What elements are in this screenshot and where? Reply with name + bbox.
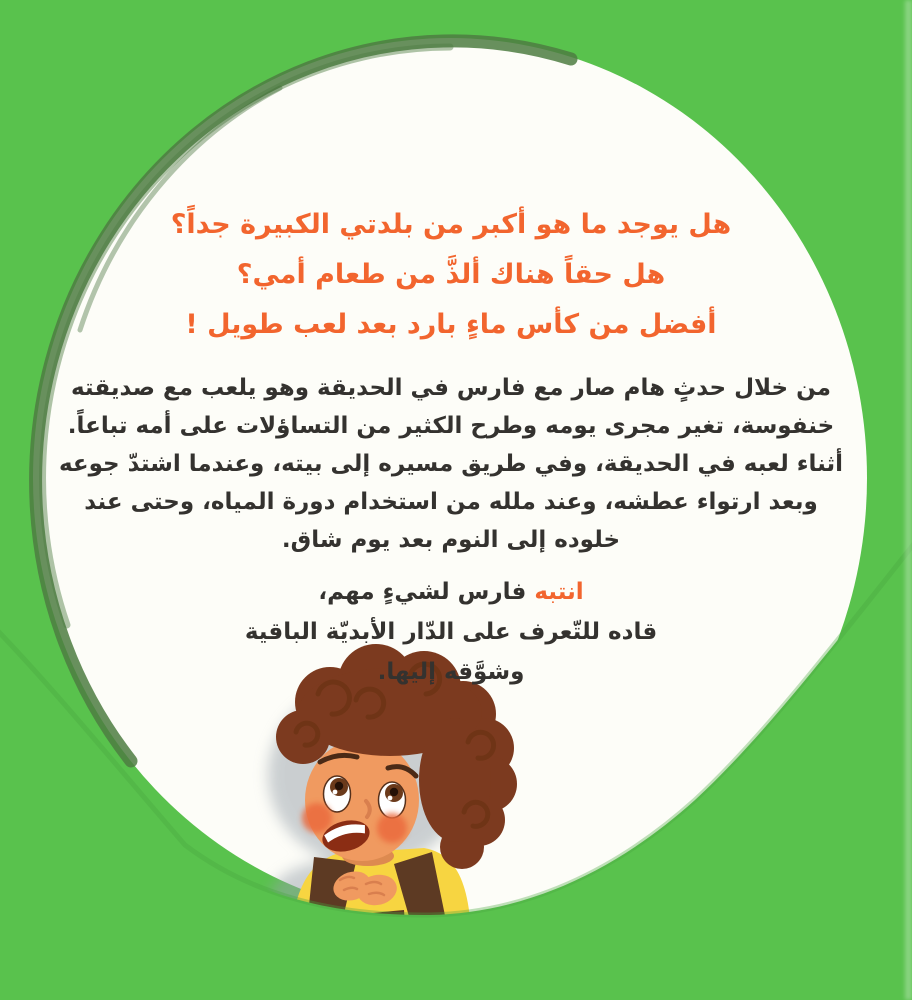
callout-line-1-rest: فارس لشيءٍ مهم، — [318, 579, 535, 605]
synopsis-line-4: وبعد ارتواء عطشه، وعند ملله من استخدام دورة المياه، وحتى عند — [84, 489, 818, 515]
callout-highlight-word: انتبه — [534, 579, 584, 605]
synopsis-line-2: خنفوسة، تغير مجرى يومه وطرح الكثير من التساؤلات على أمه تباعاً. — [67, 413, 835, 439]
headline-line-2: هل حقاً هناك ألذَّ من طعام أمي؟ — [236, 259, 666, 290]
synopsis-line-1: من خلال حدثٍ هام صار مع فارس في الحديقة وهو يلعب مع صديقته — [70, 375, 832, 401]
headline-line-1: هل يوجد ما هو أكبر من بلدتي الكبيرة جداً؟ — [170, 209, 732, 240]
synopsis-line-5: خلوده إلى النوم بعد يوم شاق. — [281, 527, 621, 553]
callout-line-3: وشوَّقه إليها. — [377, 659, 525, 685]
scan-edge-highlight — [905, 0, 912, 1000]
callout-line-2: قاده للتّعرف على الدّار الأبديّة الباقية — [244, 619, 658, 645]
headline-line-3: أفضل من كأس ماءٍ بارد بعد لعب طويل ! — [185, 309, 717, 340]
synopsis-line-3: أثناء لعبه في الحديقة، وفي طريق مسيره إلى بيته، وعندما اشتدّ جوعه — [58, 451, 844, 477]
